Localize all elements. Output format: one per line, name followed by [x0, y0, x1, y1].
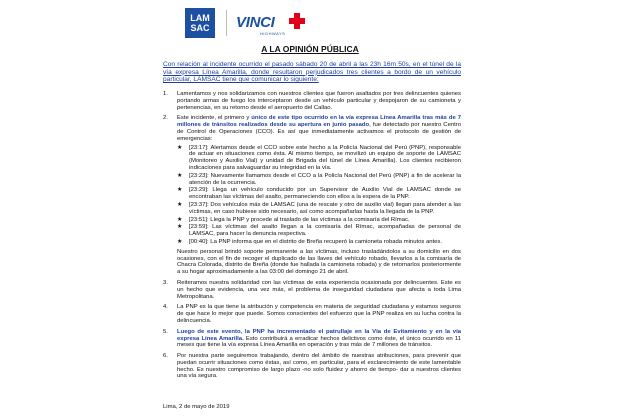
vinci-subtitle: HIGHWAYS [260, 31, 286, 36]
star-icon: ★ [177, 187, 183, 194]
star-icon: ★ [177, 201, 183, 208]
star-icon: ★ [177, 238, 183, 245]
star-icon: ★ [177, 224, 183, 231]
intro-paragraph: Con relación al incidente ocurrido el pasado sábado 20 de abril a las 23h 16m 50s, en el túnel de la vía expresa Línea Amarilla, donde resultaron perjudicados tres clientes a bordo de un vehículo particular, LAMSAC tiene que comunicar lo siguiente: [163, 61, 461, 84]
list-item: 1. Lamentamos y nos solidarizamos con nuestros clientes que fueron asaltados por tres delincuentes quienes portando armas de fuego los interceptaron desde un vehículo particular y despojaron de su camioneta y pertenencias, en su retorno desde el aeropuerto del Callao. [163, 91, 461, 111]
timeline-entry: ★ [00:40]: La PNP informa que en el distrito de Breña recuperó la camioneta robada minutos antes. [177, 238, 443, 245]
timeline-entry: ★ [23:17]: Alertamos desde el CCO sobre este hecho a la Policía Nacional del Perú (PNP), responsable de actuar en situaciones como ésta. Al mismo tiempo, se movilizó un equipo de soporte de LAMSAC (Monitoreo y Auxilio Vial) y unidad de Brigada del túnel de Línea Amarilla). Los clientes recibieron indicaciones para salvaguardar su integridad en la vía. [177, 144, 461, 171]
list-item: 6. Por nuestra parte seguiremos trabajando, dentro del ámbito de nuestras atribuciones, para prevenir que puedan ocurrir situaciones como éstas, así como, en particular, para el esclarecimiento de este lamentable hecho. Es nuestro compromiso de largo plazo -no solo fluidez y ahorro de tiempo- dar a nuestros clientes una vía segura. [163, 353, 461, 380]
star-icon: ★ [177, 172, 183, 179]
list-item: 2. Este incidente, el primero y único de este tipo ocurrido en la vía expresa Línea Amarilla tras más de 7 millones de tránsitos realizados desde su apertura en junio pasado, fue detectado por nuestro Centro de Control de Operaciones (CCO). Es así que inmediatamente activamos el protocolo de gestión de emergencias: ★ [23:17]: Alertamos desde el CCO sobre este hecho a la Policía Nacional del Perú (PNP), responsable de actuar en situaciones como ésta. Al mismo tiempo, se movilizó un equipo de soporte de LAMSAC (Monitoreo y Auxilio Vial) y unidad de Brigada del túnel de Línea Amarilla). Los clientes recibieron indicaciones para salvaguardar su integridad en la vía. ★ [23:23]: Nuevamente llamamos desde el CCO a la Policía Nacional del Perú (PNP) a fin de acelerar la atención de la ocurrencia. ★ [23:29]: Llega un vehículo conducido por un Supervisor de Auxilio Vial de LAMSAC donde se encontraban las víctimas del asalto, permaneciendo con ellos a la espera de la PNP. ★ [23:37]: Dos vehículos más de LAMSAC (una de rescate y otro de auxilio vial) llegan para atender a las víctimas, en caso hubiese sido necesario, así como acompañarlas hasta la llegada de la PNP. ★ [23:51]: Llega la PNP y procede al traslado de las víctimas a la comisaría del Rímac. ★ [23:59]: Las víctimas del asalto llegan a la comisaría del Rímac, acompañadas de personal de LAMSAC, para hacer la denuncia respectiva. ★ [00:40]: La PNP informa que en el distrito de Breña recuperó la camioneta robada minutos antes. Nuestro personal brindó soporte permanente a las víctimas, incluso trasladándolos a su domicilio en dos ocasiones, con el fin de recoger el duplicado de las llaves del vehículo robado, llevarlos a la comisaría de Chacra Colorada, distrito de Breña (donde fue hallada la camioneta robada) y de retornarlos posteriormente a su hogar aproximadamente a las 03:00 del domingo 21 de abril. [163, 115, 461, 276]
logo-divider [226, 10, 227, 36]
vinci-cross-icon [288, 12, 306, 30]
timeline-entry: ★ [23:37]: Dos vehículos más de LAMSAC (una de rescate y otro de auxilio vial) llegan para atender a las víctimas, en caso hubiese sido necesario, así como acompañarlas hasta la llegada de la PNP. [177, 201, 461, 215]
timeline-entry: ★ [23:23]: Nuevamente llamamos desde el CCO a la Policía Nacional del Perú (PNP) a fin de acelerar la atención de la ocurrencia. [177, 172, 461, 186]
header-logos [0, 8, 620, 38]
list-item: 5. Luego de este evento, la PNP ha incrementado el patrullaje en la Vía de Evitamiento y en la vía expresa Línea Amarilla. Esto contribuirá a erradicar hechos delictivos como éste, el único ocurrido en 11 meses que tiene la vía expresa Línea Amarilla en operación y tras más de 7 millones de tránsitos. [163, 328, 461, 349]
list-item: 3. Reiteramos nuestra solidaridad con las víctimas de esta experiencia ocasionada por delincuentes. Este es un hecho que evidencia, una vez más, el problema de inseguridad ciudadana que afecta a toda Lima Metropolitana. [163, 279, 461, 300]
statement-list [163, 91, 461, 384]
star-icon: ★ [177, 216, 183, 223]
star-icon: ★ [177, 144, 183, 151]
document-date: Lima, 2 de mayo de 2019 [163, 404, 230, 410]
list-item: 4. La PNP es la que tiene la atribución y competencia en materia de seguridad ciudadana y estamos seguros de que hace lo mejor que puede. Somos conscientes del esfuerzo que la PNP realiza en su lucha contra la delincuencia. [163, 304, 461, 324]
timeline-entry: ★ [23:59]: Las víctimas del asalto llegan a la comisaría del Rímac, acompañadas de personal de LAMSAC, para hacer la denuncia respectiva. [177, 224, 461, 238]
lamsac-logo: LAM SAC [185, 8, 215, 38]
timeline-list [177, 145, 461, 246]
timeline-entry: ★ [23:51]: Llega la PNP y procede al traslado de las víctimas a la comisaría del Rímac. [177, 216, 410, 223]
vinci-logo: VINCI [236, 14, 275, 31]
page-title: A LA OPINIÓN PÚBLICA [261, 44, 359, 54]
item2-followup: Nuestro personal brindó soporte permanente a las víctimas, incluso trasladándolos a su domicilio en dos ocasiones, con el fin de recoger el duplicado de las llaves del vehículo robado, llevarlos a la comisaría de Chacra Colorada, distrito de Breña (donde fue hallada la camioneta robada) y de retornarlos posteriormente a su hogar aproximadamente a las 03:00 del domingo 21 de abril. [177, 248, 461, 276]
timeline-entry: ★ [23:29]: Llega un vehículo conducido por un Supervisor de Auxilio Vial de LAMSAC donde se encontraban las víctimas del asalto, permaneciendo con ellos a la espera de la PNP. [177, 187, 461, 201]
